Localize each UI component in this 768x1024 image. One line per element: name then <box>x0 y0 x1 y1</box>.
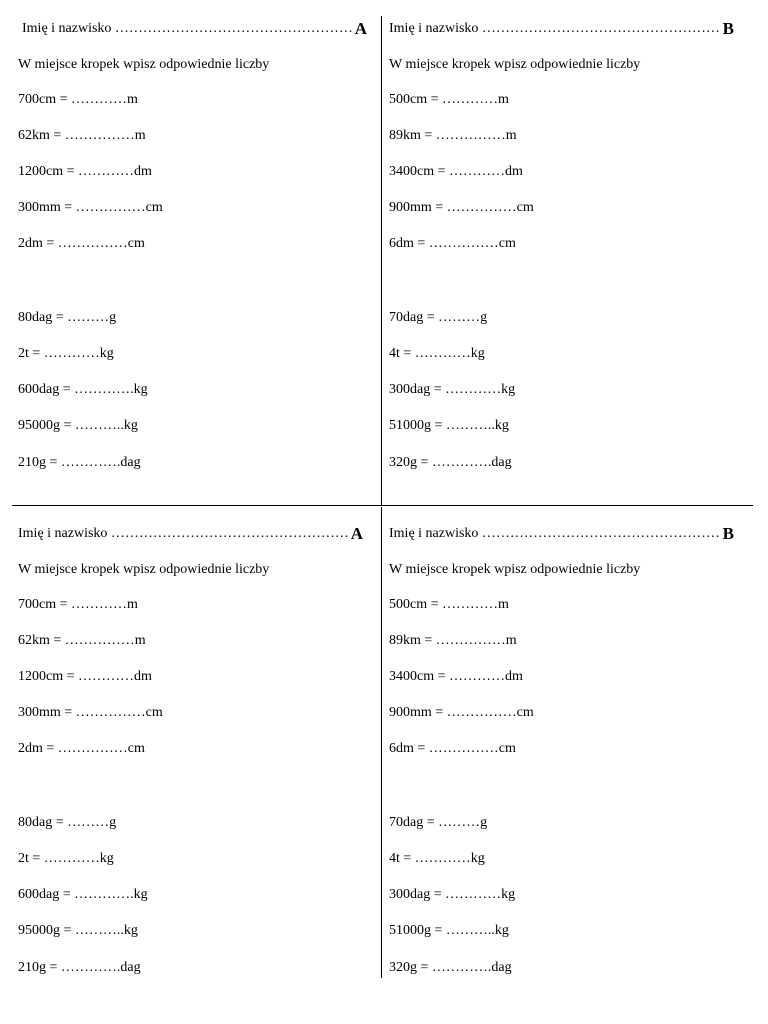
length-exercise: 300mm = ……………cm <box>18 705 163 720</box>
mass-exercise: 300dag = …………kg <box>389 887 516 902</box>
mass-exercise: 600dag = ………….kg <box>18 382 148 397</box>
mass-exercise: 70dag = ………g <box>389 310 488 325</box>
version-label: A <box>350 524 363 543</box>
length-exercise: 2dm = ……………cm <box>18 741 145 756</box>
mass-exercise: 4t = …………kg <box>389 346 485 361</box>
row-divider <box>12 505 753 506</box>
mass-exercise: 95000g = ………..kg <box>18 923 138 938</box>
length-exercise: 700cm = …………m <box>18 597 138 612</box>
length-exercise: 89km = ……………m <box>389 128 517 143</box>
mass-exercise: 51000g = ………..kg <box>389 418 509 433</box>
length-exercise: 3400cm = …………dm <box>389 164 523 179</box>
version-label: B <box>722 19 734 38</box>
mass-exercise: 210g = ………….dag <box>18 960 141 975</box>
mass-exercise: 320g = ………….dag <box>389 960 512 975</box>
mass-exercise: 210g = ………….dag <box>18 455 141 470</box>
mass-exercise: 600dag = ………….kg <box>18 887 148 902</box>
mass-exercise: 51000g = ………..kg <box>389 923 509 938</box>
length-exercise: 900mm = ……………cm <box>389 705 534 720</box>
length-exercise: 1200cm = …………dm <box>18 669 152 684</box>
length-exercise: 500cm = …………m <box>389 92 509 107</box>
version-label: A <box>354 19 367 38</box>
mass-exercise: 70dag = ………g <box>389 815 488 830</box>
mass-exercise: 300dag = …………kg <box>389 382 516 397</box>
instruction: W miejsce kropek wpisz odpowiednie liczby <box>389 57 641 72</box>
name-field-label: Imię i nazwisko …………………………………………… <box>18 526 349 541</box>
mass-exercise: 2t = …………kg <box>18 851 114 866</box>
instruction: W miejsce kropek wpisz odpowiednie liczby <box>18 562 270 577</box>
version-label: B <box>722 524 734 543</box>
column-divider-bottom <box>381 507 382 978</box>
length-exercise: 1200cm = …………dm <box>18 164 152 179</box>
mass-exercise: 4t = …………kg <box>389 851 485 866</box>
name-field-label: Imię i nazwisko …………………………………………… <box>389 21 720 36</box>
worksheet-header <box>22 18 367 40</box>
length-exercise: 6dm = ……………cm <box>389 741 516 756</box>
column-divider-top <box>381 16 382 505</box>
worksheet-header <box>18 523 363 545</box>
length-exercise: 700cm = …………m <box>18 92 138 107</box>
mass-exercise: 80dag = ………g <box>18 815 117 830</box>
instruction: W miejsce kropek wpisz odpowiednie liczby <box>18 57 270 72</box>
instruction: W miejsce kropek wpisz odpowiednie liczby <box>389 562 641 577</box>
length-exercise: 6dm = ……………cm <box>389 236 516 251</box>
mass-exercise: 95000g = ………..kg <box>18 418 138 433</box>
name-field-label: Imię i nazwisko …………………………………………… <box>22 21 353 36</box>
length-exercise: 2dm = ……………cm <box>18 236 145 251</box>
length-exercise: 500cm = …………m <box>389 597 509 612</box>
mass-exercise: 320g = ………….dag <box>389 455 512 470</box>
worksheet-header <box>389 523 734 545</box>
mass-exercise: 80dag = ………g <box>18 310 117 325</box>
length-exercise: 62km = ……………m <box>18 128 146 143</box>
length-exercise: 3400cm = …………dm <box>389 669 523 684</box>
length-exercise: 62km = ……………m <box>18 633 146 648</box>
worksheet-header <box>389 18 734 40</box>
length-exercise: 900mm = ……………cm <box>389 200 534 215</box>
length-exercise: 300mm = ……………cm <box>18 200 163 215</box>
mass-exercise: 2t = …………kg <box>18 346 114 361</box>
name-field-label: Imię i nazwisko …………………………………………… <box>389 526 720 541</box>
length-exercise: 89km = ……………m <box>389 633 517 648</box>
